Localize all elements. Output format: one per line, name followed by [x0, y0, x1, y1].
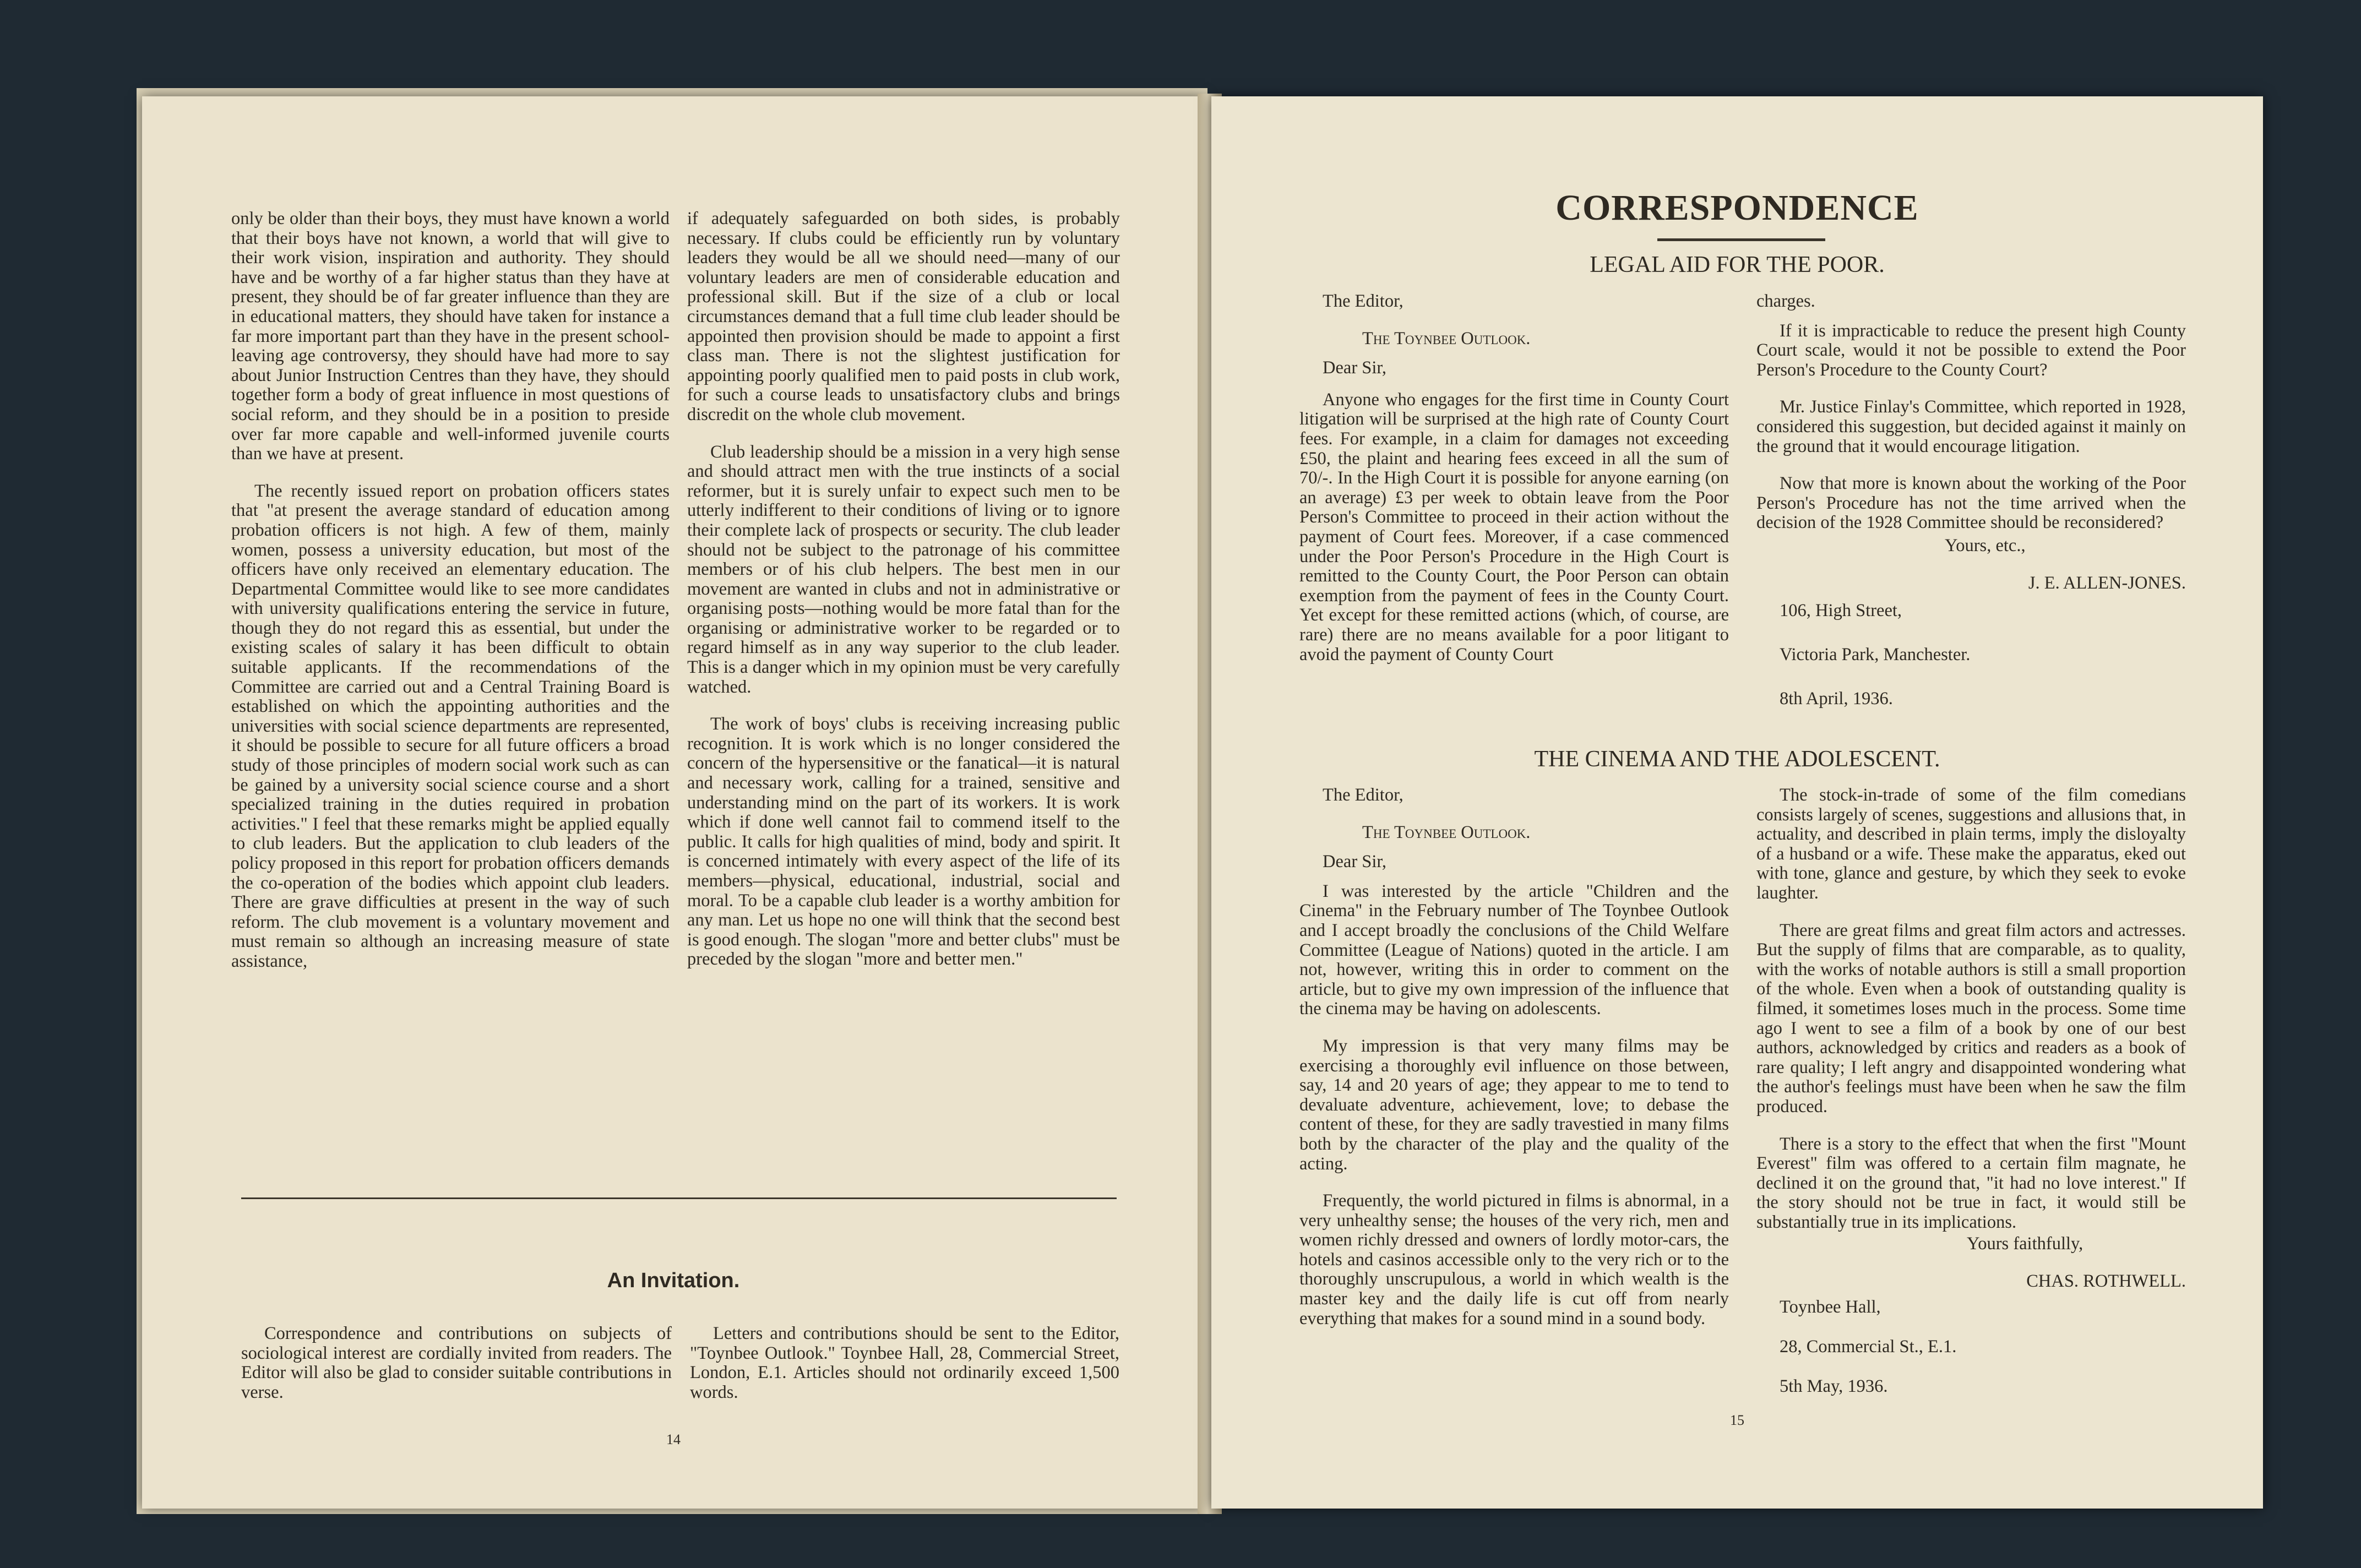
signature: J. E. ALLEN-JONES.	[2028, 573, 2186, 593]
page-number: 15	[1730, 1412, 1744, 1428]
left-page	[142, 96, 1205, 1509]
left-column-2	[687, 209, 1120, 987]
paragraph: Now that more is known about the working of the Poor Person's Procedure has not the time arrived when the decision of the 1928 Committee should be reconsidered?	[1756, 473, 2186, 533]
address-line: 28, Commercial St., E.1.	[1780, 1336, 1957, 1357]
paragraph: The work of boys' clubs is receiving increasing public recognition. It is work which is no longer considered the concern of the hypersensitive or the fanatical—it is natural and necessary work, calling for a trained, sensitive and understanding mind on the part of its workers. It is work which if done well cannot fail to commend itself to the public. It calls for high qualities of mind, body and spirit. It is concerned intimately with every aspect of the life of its members—physical, educational, industrial, social and moral. To be a capable club leader is a worthy ambition for any man. Let us hope no one will think that the second best is good enough. The slogan "more and better clubs" must be preceded by the slogan "more and better men."	[687, 714, 1120, 970]
paragraph: The recently issued report on probation officers states that "at present the average standard of education among probation officers is not high. A few of them, mainly women, possess a university education, but most of the officers have only received an elementary education. The Departmental Committee would like to see more candidates with university qualifications entering the service in future, though they do not regard this as essential, but under the existing scales of salary it has been difficult to obtain suitable applicants. If the recommendations of the Committee are carried out and a Central Training Board is established on which the appointing authorities and the universities with social science departments are represented, it should be possible to secure for all future officers a broad study of those principles of modern social work such as can be gained by a university social science course and a short specialized training in the duties required in probation activities." I feel that these remarks might be applied equally to club leaders. But the application to club leaders of the policy proposed in this report for probation officers demands the co-operation of the bodies which appoint club leaders. There are grave difficulties at present in the way of such reform. The club movement is a voluntary movement and must remain so although an increasing measure of state assistance,	[231, 481, 670, 971]
paragraph: The stock-in-trade of some of the film comedians consists largely of scenes, suggestions and allusions that, in actuality, and described in plain terms, imply the disloyalty of a husband or a wife. These make the apparatus, eked out with tone, glance and gesture, by which they seek to evoke laughter.	[1756, 785, 2186, 903]
paragraph: charges.	[1756, 291, 1815, 311]
paragraph: I was interested by the article "Children and the Cinema" in the February number of The Toynbee Outlook and I accept broadly the conclusions of the Child Welfare Committee (League of Nations) quoted in the article. I am not, however, writing this in order to comment on the article, but to give my own impression of the influence that the cinema may be having on adolescents.	[1299, 881, 1729, 1019]
section-divider	[241, 1197, 1117, 1199]
letter2-title: THE CINEMA AND THE ADOLESCENT.	[1534, 747, 1940, 772]
invitation-title: An Invitation.	[607, 1269, 740, 1292]
invitation-column-1	[241, 1324, 672, 1420]
invitation-column-2	[690, 1324, 1119, 1420]
letter1-title: LEGAL AID FOR THE POOR.	[1590, 252, 1885, 277]
address-line: Toynbee Hall,	[1780, 1297, 1881, 1317]
paragraph: Frequently, the world pictured in films is abnormal, in a very unhealthy sense; the houses of the very rich, men and women richly dressed and owners of lordly motor-cars, the hotels and casinos accessible only to the very rich or to the thoroughly unscrupulous, a world in which wealth is the master key and the daily life is cut off from nearly everything that makes for a sound mind in a sound body.	[1299, 1191, 1729, 1329]
paragraph: My impression is that very many films may be exercising a thoroughly evil influence on those between, say, 14 and 20 years of age; they appear to me to tend to devaluate adventure, achievement, love; to debase the content of these, for they are sadly travestied in many films both by the character of the play and the quality of the acting.	[1299, 1036, 1729, 1174]
page-number: 14	[666, 1431, 681, 1447]
paragraph: Letters and contributions should be sent to the Editor, "Toynbee Outlook." Toynbee Hall, 28, Commercial Street, London, E.1. Articles should not ordinarily exceed 1,500 words.	[690, 1324, 1119, 1402]
paragraph: if adequately safeguarded on both sides, is probably necessary. If clubs could be efficiently run by voluntary leaders they would be all we should need—many of our voluntary leaders are men of considerable education and professional skill. But if the size of a club or local circumstances demand that a full time club leader should be appointed then provision should be made to appoint a first class man. There is not the slightest justification for appointing poorly qualified men to paid posts in club work, for such a course leads to unsatisfactory clubs and brings discredit on the whole club movement.	[687, 209, 1120, 424]
letter1-column-2	[1756, 292, 2186, 729]
salutation: Dear Sir,	[1323, 358, 1387, 378]
addressee: The Editor,	[1323, 291, 1403, 311]
paragraph: Mr. Justice Finlay's Committee, which reported in 1928, considered this suggestion, but decided against it mainly on the ground that it would encourage litigation.	[1756, 397, 2186, 456]
paragraph: If it is impracticable to reduce the present high County Court scale, would it not be possible to extend the Poor Person's Procedure to the County Court?	[1756, 320, 2186, 380]
letter1-column-1	[1299, 292, 1729, 682]
left-column-1	[231, 209, 670, 989]
publication-name: The Toynbee Outlook.	[1362, 328, 1531, 349]
page-heading: CORRESPONDENCE	[1555, 188, 1919, 228]
letter2-column-1	[1299, 786, 1729, 1346]
salutation: Dear Sir,	[1323, 852, 1387, 872]
closing: Yours faithfully,	[1967, 1234, 2083, 1254]
closing: Yours, etc.,	[1945, 535, 2026, 556]
paragraph: Club leadership should be a mission in a very high sense and should attract men with the true instincts of a social reformer, but it is surely unfair to expect such men to be utterly indifferent to their conditions of living or to ignore their complete lack of prospects or security. The club leader should not be subject to the patronage of his committee members or of his club helpers. The best men in our movement are wanted in clubs and not in administrative or organising posts—nothing would be more fatal than for the organising or administrative worker to be regarded or to regard himself as in any way superior to the club leader. This is a danger which in my opinion must be very carefully watched.	[687, 442, 1120, 697]
right-page	[1211, 96, 2263, 1509]
letter-date: 8th April, 1936.	[1780, 689, 1893, 709]
address-line: Victoria Park, Manchester.	[1780, 645, 1971, 665]
address-line: 106, High Street,	[1780, 601, 1902, 621]
paragraph: only be older than their boys, they must have known a world that their boys have not known, a world that will give to their work vision, inspiration and authority. They should have and be worthy of a far higher status than they have at present, they should be of far greater influence than they are in educational matters, they should have taken for instance a far more important part than they have in the present school-leaving age controversy, they should have had more to say about Junior Instruction Centres than they have, they should together form a body of great influence in most questions of social reform, and they should be in a position to preside over far more capable and well-informed juvenile courts than we have at present.	[231, 209, 670, 464]
paragraph: There is a story to the effect that when the first "Mount Everest" film was offered to a certain film magnate, he declined it on the ground that, "it had no love interest." If the story should not be true in fact, it would still be substantially true in its implications.	[1756, 1134, 2186, 1232]
signature: CHAS. ROTHWELL.	[2026, 1271, 2186, 1292]
publication-name: The Toynbee Outlook.	[1362, 822, 1531, 842]
letter2-column-2	[1756, 786, 2186, 1415]
paragraph: There are great films and great film actors and actresses. But the supply of films that are comparable, as to quality, with the works of notable authors is still a small proportion of the whole. Even when a book of outstanding quality is filmed, it sometimes loses much in the process. Some time ago I went to see a film of a book by one of our best authors, acknowledged by critics and readers as a book of rare quality; I left angry and disappointed wondering what the author's feelings must have been when he saw the film produced.	[1756, 920, 2186, 1117]
addressee: The Editor,	[1323, 785, 1403, 805]
heading-rule	[1657, 238, 1825, 241]
paragraph: Anyone who engages for the first time in County Court litigation will be surprised at the high rate of County Court fees. For example, in a claim for damages not exceeding £50, the plaint and hearing fees exceed in all the sum of 70/-. In the High Court it is possible for anyone earning (on an average) £3 per week to obtain leave from the Poor Person's Committee to proceed in their action without the payment of Court fees. Moreover, if a case commenced under the Poor Person's Procedure in the High Court is remitted to the County Court, the Poor Person can obtain exemption from the payment of fees in the County Court. Yet except for these remitted actions (which, of course, are rare) there are no means available for a poor litigant to avoid the payment of County Court	[1299, 389, 1729, 665]
letter-date: 5th May, 1936.	[1780, 1376, 1888, 1396]
paragraph: Correspondence and contributions on subjects of sociological interest are cordially invited from readers. The Editor will also be glad to consider suitable contributions in verse.	[241, 1324, 672, 1402]
